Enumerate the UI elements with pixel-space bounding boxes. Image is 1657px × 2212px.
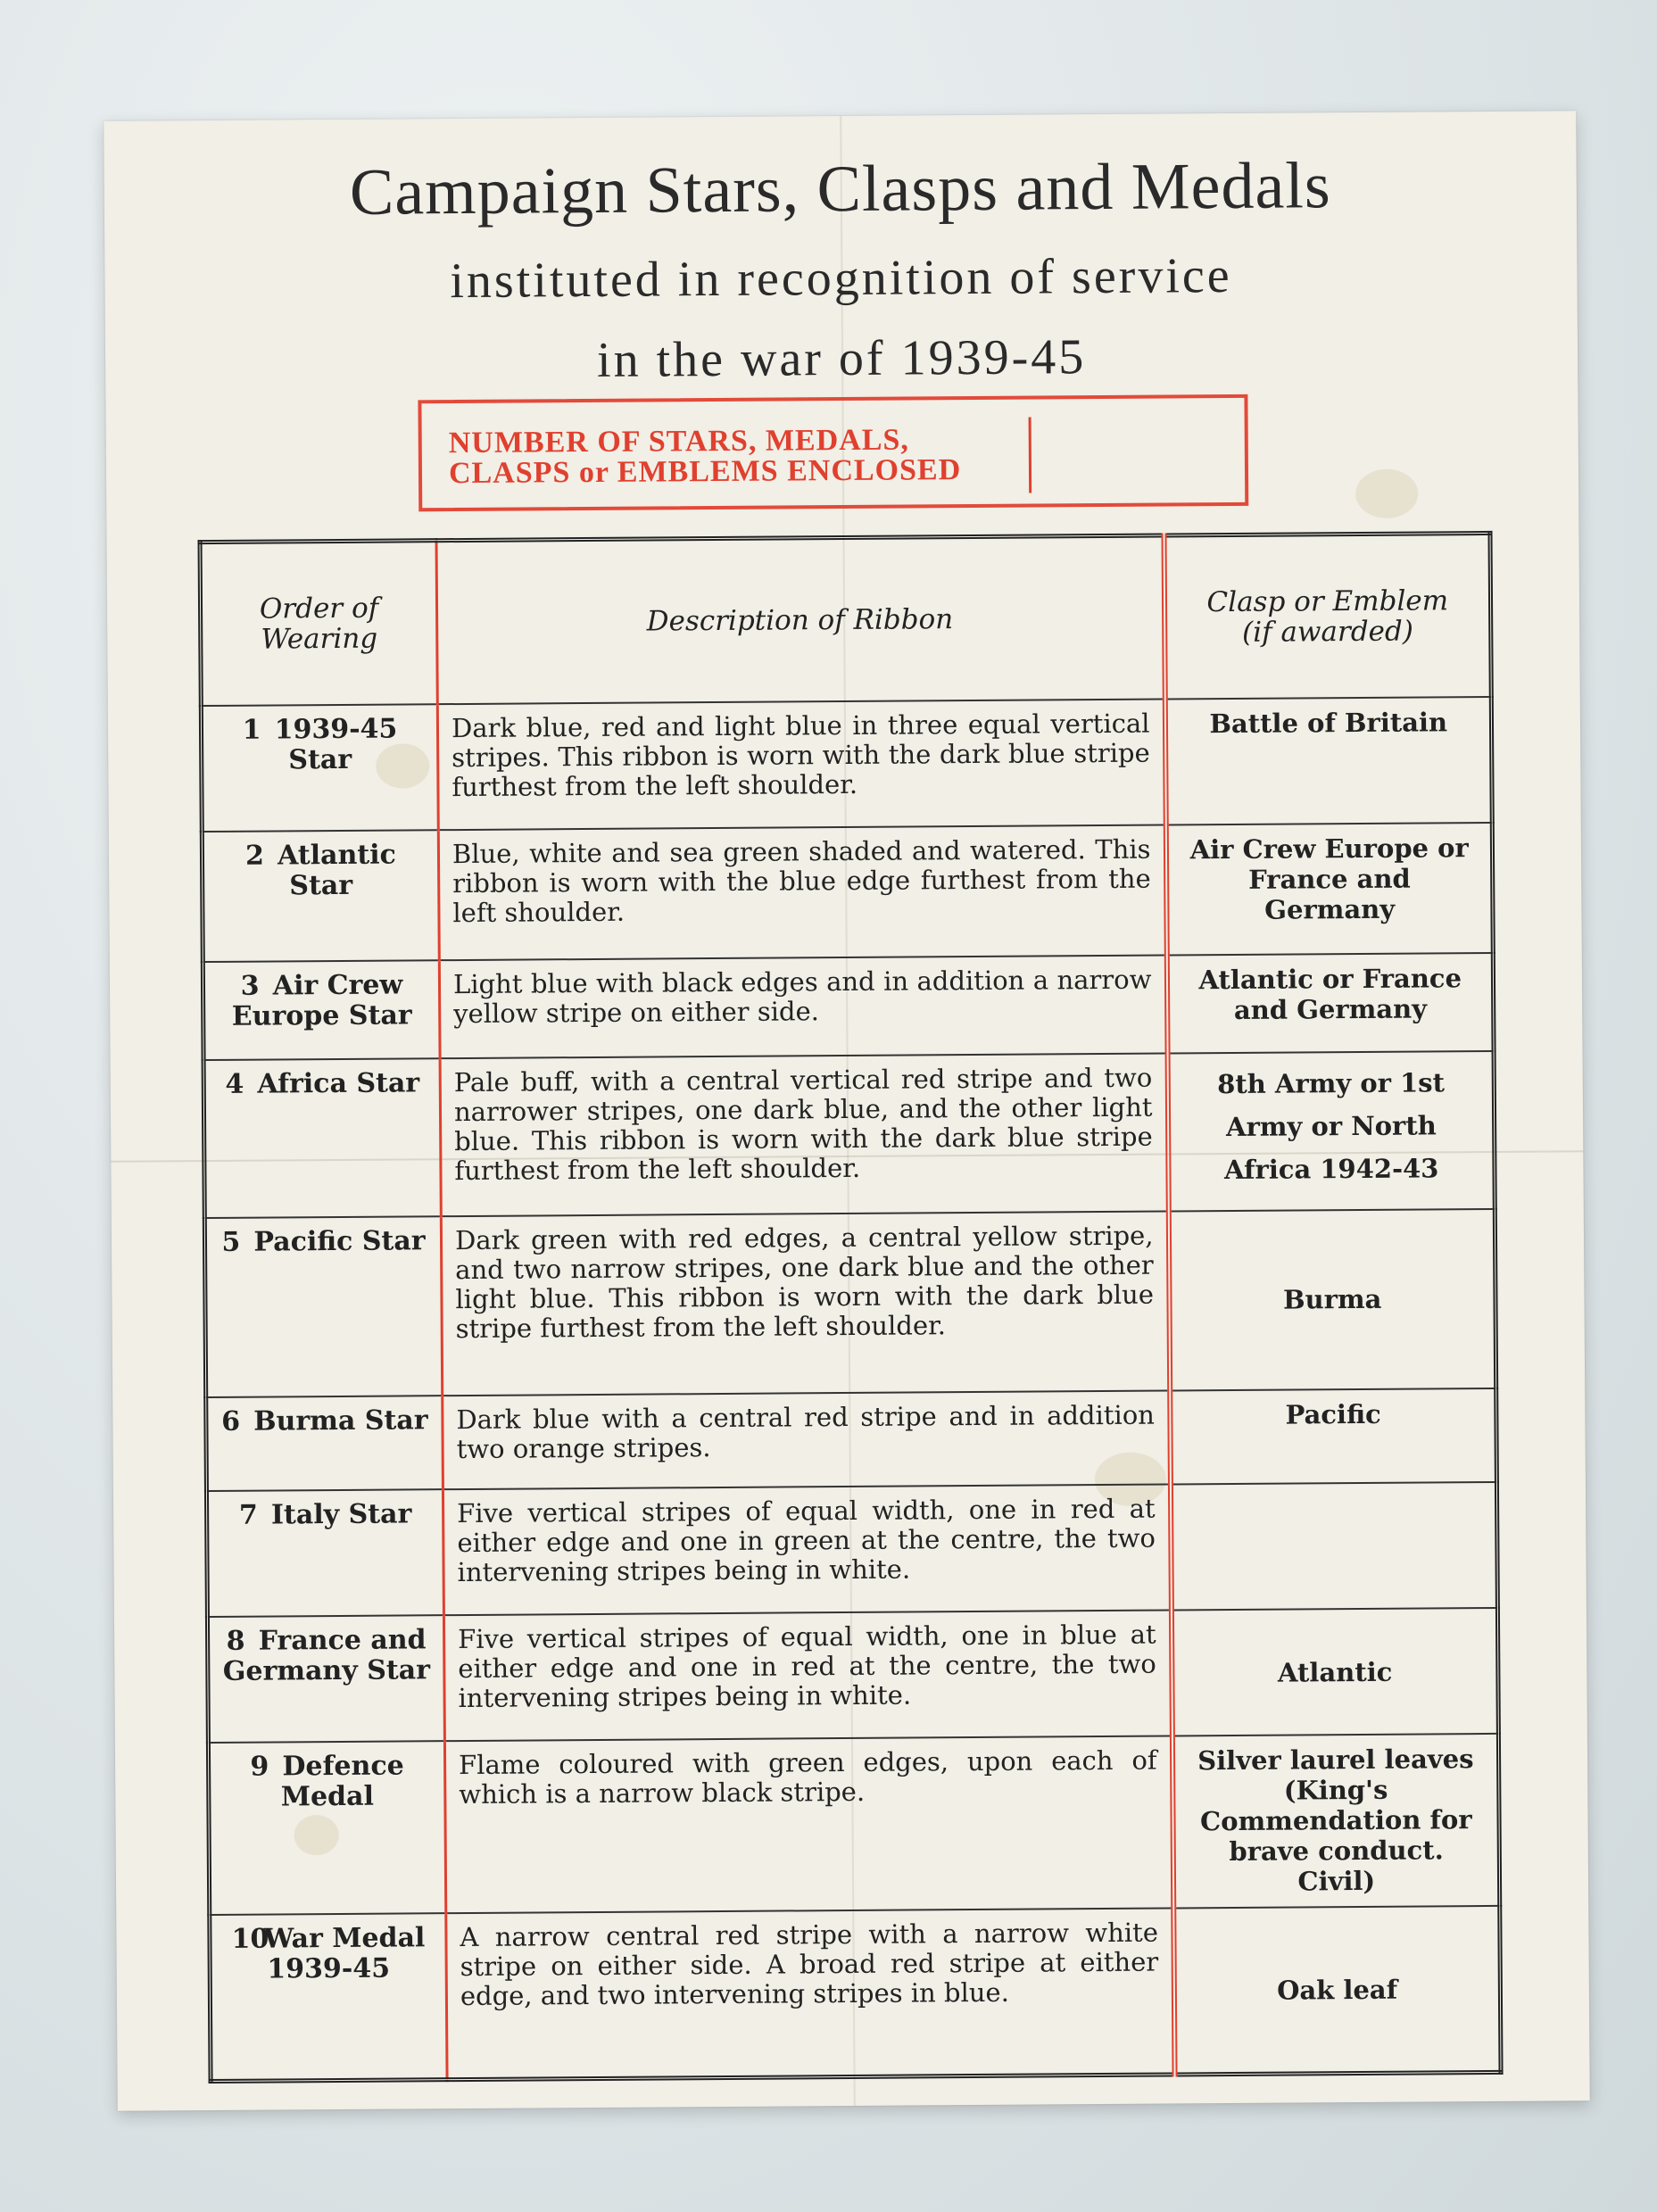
table-row	[210, 1906, 1501, 2081]
table-row	[204, 1208, 1495, 1396]
medal-number: 3	[240, 970, 260, 1002]
ribbon-description: Blue, white and sea green shaded and watered. This ribbon is worn with the blue edge furthest from the left shoulder.	[438, 824, 1166, 960]
header-clasp-line-1: Clasp or Emblem	[1206, 584, 1449, 619]
medal-name-cell	[203, 1059, 441, 1218]
medal-name: Pacific Star	[253, 1224, 426, 1258]
table-row	[206, 1388, 1497, 1492]
header-clasp-line-2: (if awarded)	[1241, 615, 1414, 649]
header-clasp-or-emblem	[1164, 533, 1491, 699]
subtitle-line-1: instituted in recognition of service	[450, 247, 1232, 310]
medal-name: Air Crew Europe Star	[231, 969, 412, 1032]
header-order-line-2: Wearing	[261, 622, 378, 656]
header-order-of-wearing	[200, 541, 437, 706]
ribbon-description: Dark blue with a central red stripe and in addition two orange stripes.	[443, 1390, 1171, 1489]
clasp-emblem: 8th Army or 1st Army or North Africa 1942-43	[1167, 1051, 1495, 1211]
ribbon-description: Light blue with black edges and in addition a narrow yellow stripe on either side.	[439, 955, 1167, 1058]
ribbon-description: Five vertical stripes of equal width, one in red at either edge and one in green at the centre, the two intervening stripes being in white.	[443, 1485, 1171, 1616]
ribbon-description: Pale buff, with a central vertical red stripe and two narrower stripes, one dark blue, and the other light blue. This ribbon is worn with the dark blue stripe furthest from the left shoulder.	[440, 1054, 1168, 1216]
ribbon-description: Dark blue, red and light blue in three equal vertical stripes. This ribbon is worn with the dark blue stripe furthest from the left shoulder.	[437, 700, 1165, 831]
clasp-emblem: Battle of Britain	[1164, 697, 1492, 824]
medal-number: 2	[244, 840, 265, 872]
medal-name-cell	[203, 960, 440, 1061]
medal-number: 10	[231, 1923, 269, 1956]
medal-name-cell	[206, 1490, 443, 1618]
medal-number: 4	[225, 1069, 244, 1101]
age-spot	[1355, 469, 1418, 518]
table-row	[201, 697, 1492, 832]
clasp-emblem: Silver laurel leaves (King's Commendation for brave conduct. Civil)	[1172, 1734, 1499, 1909]
medal-number: 8	[226, 1625, 245, 1658]
medal-name-cell	[201, 704, 438, 832]
enclosed-count-box	[418, 394, 1248, 511]
enclosed-count-label	[449, 425, 962, 489]
clasp-emblem: Air Crew Europe or France and Germany	[1165, 823, 1493, 955]
medals-table	[198, 531, 1504, 2084]
ribbon-description: Flame coloured with green edges, upon each of which is a narrow black stripe.	[444, 1736, 1172, 1914]
ribbon-description: Dark green with red edges, a central yellow stripe, and two narrow stripes, one dark blue and the other light blue. This ribbon is worn with the dark blue stripe furthest from the left shoulder.	[441, 1211, 1169, 1396]
medal-name: War Medal 1939-45	[263, 1922, 426, 1985]
ribbon-description: A narrow central red stripe with a narrow white stripe on either side. A broad red stripe at either edge, and two intervening stripes in blue.	[446, 1909, 1174, 2080]
medal-name-cell	[207, 1615, 444, 1743]
header-description: Description of Ribbon	[436, 535, 1164, 704]
enclosed-label-line-1: NUMBER OF STARS, MEDALS,	[448, 423, 909, 460]
header-order-line-1: Order of	[259, 592, 379, 625]
table-row	[202, 823, 1493, 962]
medal-number: 5	[221, 1226, 241, 1258]
table-row	[203, 1051, 1495, 1217]
clasp-emblem: Atlantic	[1171, 1608, 1498, 1736]
medal-name: Italy Star	[270, 1498, 412, 1531]
medal-number: 6	[221, 1405, 241, 1437]
medal-name: 1939-45 Star	[274, 713, 398, 776]
page-title: Campaign Stars, Clasps and Medals	[349, 149, 1331, 229]
clasp-emblem	[1170, 1482, 1497, 1610]
medal-name-cell	[208, 1741, 445, 1915]
medal-name-cell	[204, 1216, 442, 1397]
medal-name: France and Germany Star	[222, 1624, 431, 1688]
clasp-emblem: Oak leaf	[1173, 1906, 1501, 2075]
table-row	[208, 1734, 1499, 1915]
clasp-emblem: Pacific	[1170, 1388, 1497, 1485]
enclosed-label-line-2: CLASPS or EMBLEMS ENCLOSED	[448, 453, 962, 491]
medal-number: 7	[238, 1499, 258, 1532]
subtitle-line-2: in the war of 1939-45	[596, 329, 1087, 388]
table-header-row	[200, 533, 1491, 706]
medal-name: Burma Star	[253, 1404, 428, 1437]
table-row	[206, 1482, 1497, 1617]
medal-number: 9	[250, 1751, 269, 1783]
medal-name: Defence Medal	[280, 1750, 404, 1813]
medal-name: Africa Star	[257, 1067, 420, 1101]
ribbon-description: Five vertical stripes of equal width, one in blue at either edge and one in red at the centre, the two intervening stripes being in white.	[443, 1611, 1172, 1742]
table-row	[207, 1608, 1498, 1743]
table-row	[203, 953, 1494, 1061]
medal-name-cell	[210, 1913, 447, 2081]
medal-name-cell	[202, 830, 439, 962]
certificate-sheet	[104, 111, 1590, 2110]
medal-name: Atlantic Star	[277, 839, 396, 902]
clasp-emblem: Burma	[1168, 1208, 1495, 1390]
clasp-emblem: Atlantic or France and Germany	[1166, 953, 1494, 1054]
enclosed-count-divider	[1029, 418, 1032, 493]
medal-number: 1	[242, 714, 261, 746]
medal-name-cell	[206, 1396, 443, 1491]
